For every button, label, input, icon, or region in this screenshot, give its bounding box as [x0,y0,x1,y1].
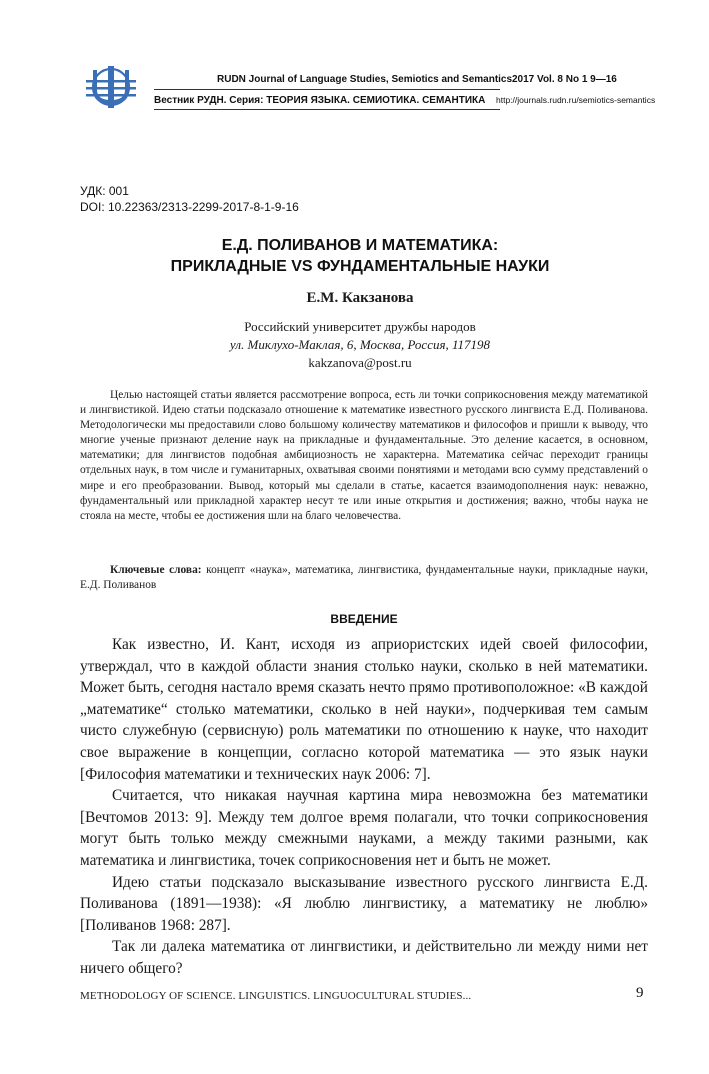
page-header [72,64,656,110]
author-name: Е.М. Какзанова [306,290,414,306]
journal-title-en: RUDN Journal of Language Studies, Semiotics and Semantics [217,74,513,85]
title-line-2: ПРИКЛАДНЫЕ VS ФУНДАМЕНТАЛЬНЫЕ НАУКИ [170,258,550,275]
article-meta [80,183,299,215]
body-paragraph: Считается, что никакая научная картина мира невозможна без математики [Вечтомов 2013: 9]. Между тем долгое время полагали, что точки соприкосновения могут быть только между смежными науками, а между такими разными, как математика и лингвистика, точек соприкосновения нет и быть не может. [80,787,648,869]
body-paragraph: Идею статьи подсказало высказывание известного русского лингвиста Е.Д. Поливанова (1891—1938): «Я люблю лингвистику, а математику не люблю» [Поливанов 1968: 287]. [80,873,648,934]
header-rule [154,89,500,90]
article-title [80,235,640,277]
abstract: Целью настоящей статьи является рассмотрение вопроса, есть ли точки соприкосновения между математикой и лингвистикой. Идею статьи подсказало отношение к математике известного русского лингвиста Е.Д. Поливанова. Методологически мы предоставили слово большому количеству математиков и философов и пришли к выводу, что многие ученые признают деление наук на прикладные и фундаментальные. Это деление касается, в основном, математики; для лингвистов подобная амбициозность не характерна. Математика сейчас переходит границы отдельных наук, в том числе и гуманитарных, охватывая своими понятиями и методами всю сумму представлений о мире и его преобразовании. Вывод, который мы сделали в статье, касается взаимодополнения наук: неважно, фундаментальный или прикладной характер несут те или иные открытия и достижения; важно, чтобы наука не стояла на месте, чтобы ее достижения шли на благо человечества. [80,389,648,522]
running-footer: METHODOLOGY OF SCIENCE. LINGUISTICS. LINGUOCULTURAL STUDIES... [80,990,472,1002]
keywords-label: Ключевые слова: [110,564,202,576]
affiliation [80,318,640,372]
author-email[interactable]: kakzanova@post.ru [308,355,412,370]
page-number: 9 [636,985,644,1001]
section-title: ВВЕДЕНИЕ [330,612,398,626]
body-paragraph: Так ли далека математика от лингвистики, и действительно ли между ними нет ничего общего? [80,938,648,977]
header-rule [154,109,500,110]
journal-url[interactable]: http://journals.rudn.ru/semiotics-semantics [496,95,656,105]
article-body [80,634,648,980]
title-line-1: Е.Д. ПОЛИВАНОВ И МАТЕМАТИКА: [221,237,499,254]
udk: УДК: 001 [80,184,129,198]
keywords [80,563,648,593]
keywords-text: концепт «наука», математика, лингвистика, фундаментальные науки, прикладные науки, Е.Д. Поливанов [80,564,648,592]
affiliation-org: Российский университет дружбы народов [244,319,476,334]
affiliation-address: ул. Миклухо-Маклая, 6, Москва, Россия, 117198 [229,337,491,352]
journal-volume: 2017 Vol. 8 No 1 9—16 [512,74,617,85]
body-paragraph: Как известно, И. Кант, исходя из априористских идей своей философии, утверждал, что в каждой области знания столько науки, сколько в ней математики. Может быть, сегодня настало время сказать нечто прямо противоположное: «В каждой „математике“ столько математики, сколько в ней науки», подчеркивая тем самым чисто служебную (сервисную) роль математики по отношению к науке, что находит свое выражение в концепции, согласно которой математика — это язык науки [Философия математики и технических наук 2006: 7]. [80,636,648,783]
rudn-logo-icon [84,64,138,110]
doi: DOI: 10.22363/2313-2299-2017-8-1-9-16 [80,200,299,214]
journal-title-ru: Вестник РУДН. Серия: ТЕОРИЯ ЯЗЫКА. СЕМИОТИКА. СЕМАНТИКА [154,95,486,106]
